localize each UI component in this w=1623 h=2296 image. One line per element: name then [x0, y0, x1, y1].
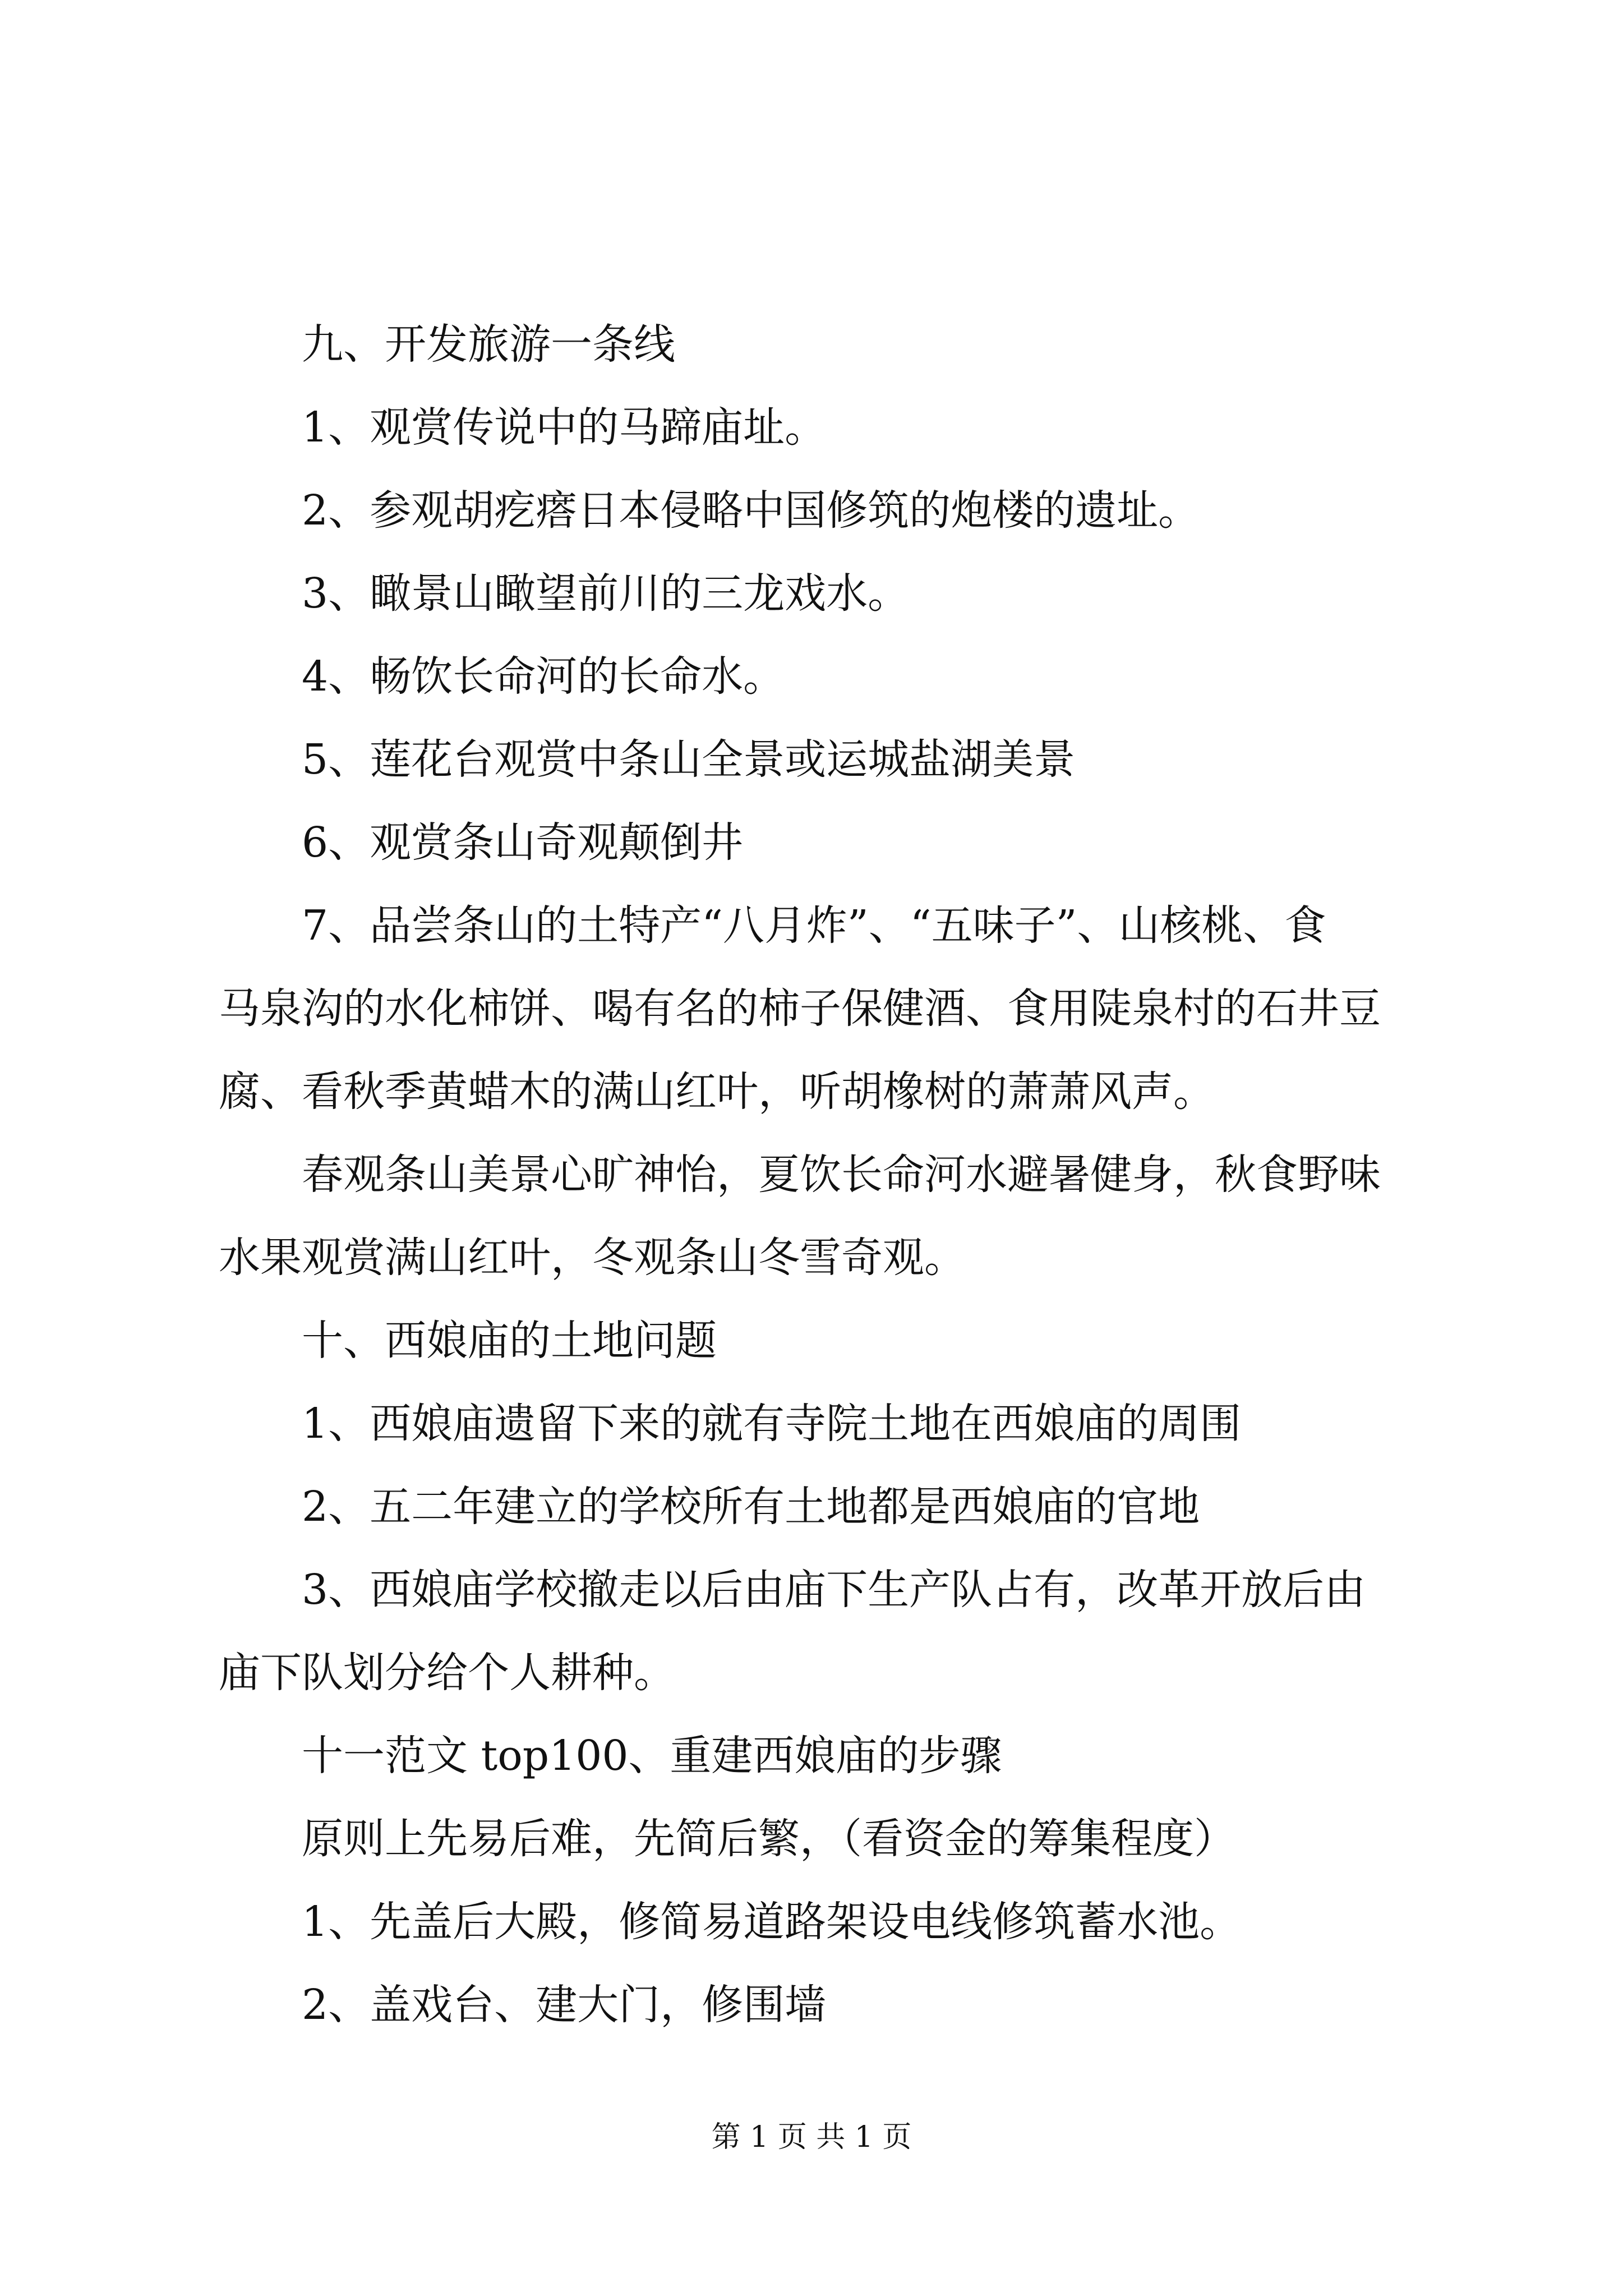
page-number-footer: 第 1 页 共 1 页	[711, 2120, 912, 2154]
paragraph-line: 1、西娘庙遗留下来的就有寺院土地在西娘庙的周围	[302, 1400, 1242, 1448]
paragraph-line: 2、参观胡疙瘩日本侵略中国修筑的炮楼的遗址。	[302, 486, 1200, 535]
paragraph-line: 4、畅饮长命河的长命水。	[302, 652, 785, 701]
paragraph-line: 5、莲花台观赏中条山全景或运城盐湖美景	[302, 735, 1076, 784]
section-heading-9: 九、开发旅游一条线	[302, 320, 675, 369]
paragraph-line: 2、盖戏台、建大门，修围墙	[302, 1981, 827, 2029]
section-heading-10: 十、西娘庙的土地问题	[302, 1317, 717, 1365]
document-body	[219, 303, 1430, 2046]
paragraph-line: 3、西娘庙学校撤走以后由庙下生产队占有，改革开放后由	[302, 1566, 1366, 1614]
paragraph-line: 1、观赏传说中的马蹄庙址。	[302, 403, 827, 452]
paragraph-line: 原则上先易后难，先简后繁，（看资金的筹集程度）	[302, 1815, 1235, 1863]
paragraph-line: 马泉沟的水化柿饼、喝有名的柿子保健酒、食用陡泉村的石井豆	[219, 984, 1381, 1033]
paragraph-line: 春观条山美景心旷神怡，夏饮长命河水避暑健身，秋食野味	[302, 1151, 1381, 1199]
paragraph-line: 6、观赏条山奇观颠倒井	[302, 818, 744, 867]
paragraph-line: 庙下队划分给个人耕种。	[219, 1649, 675, 1697]
section-heading-11: 十一范文 top100、重建西娘庙的步骤	[302, 1732, 1002, 1780]
paragraph-line: 3、瞰景山瞰望前川的三龙戏水。	[302, 569, 910, 618]
paragraph-line: 1、先盖后大殿，修简易道路架设电线修筑蓄水池。	[302, 1898, 1242, 1946]
paragraph-line: 水果观赏满山红叶，冬观条山冬雪奇观。	[219, 1234, 966, 1282]
paragraph-line: 7、品尝条山的土特产“八月炸”、“五味子”、山核桃、食	[302, 901, 1326, 950]
paragraph-line: 2、五二年建立的学校所有土地都是西娘庙的官地	[302, 1483, 1200, 1531]
paragraph-line: 腐、看秋季黄蜡木的满山红叶，听胡橡树的萧萧风声。	[219, 1068, 1215, 1116]
